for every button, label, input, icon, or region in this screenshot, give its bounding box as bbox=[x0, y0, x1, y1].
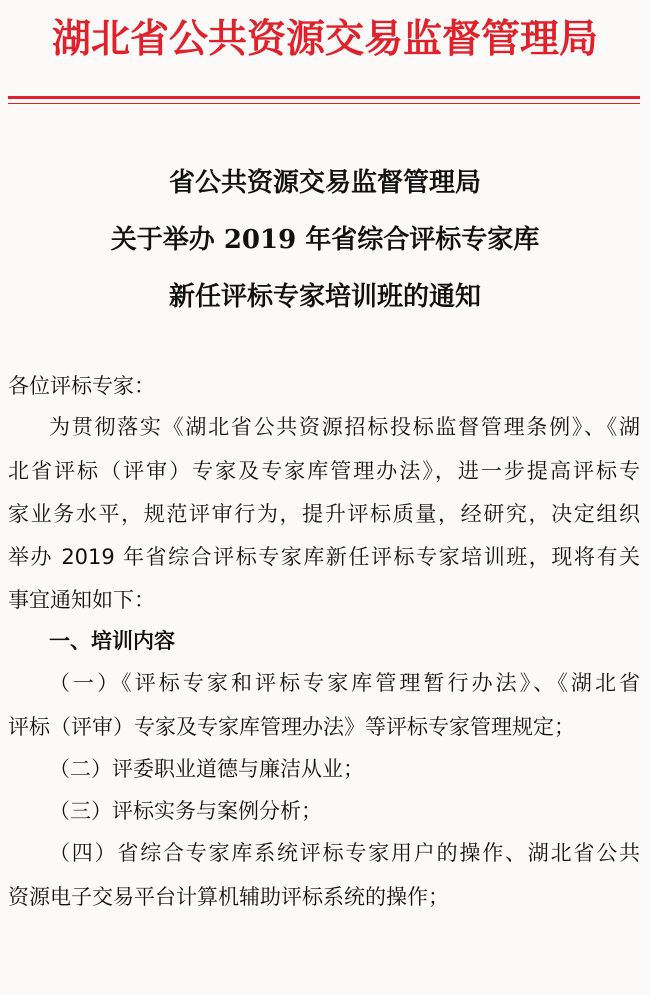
intro-line: 北省评标（评审）专家及专家库管理办法》，进一步提高评标专 bbox=[8, 459, 640, 483]
title-line-1: 省公共资源交易监督管理局 bbox=[168, 168, 481, 198]
list-item: （四）省综合专家库系统评标专家用户的操作、湖北省公共 bbox=[49, 841, 640, 865]
list-item: （二）评委职业道德与廉洁从业； bbox=[49, 757, 364, 781]
list-item: 资源电子交易平台计算机辅助评标系统的操作； bbox=[8, 885, 449, 909]
intro-line: 为贯彻落实《湖北省公共资源招标投标监督管理条例》、《湖 bbox=[49, 415, 640, 439]
letterhead-org-name: 湖北省公共资源交易监督管理局 bbox=[51, 17, 598, 62]
intro-line: 事宜通知如下： bbox=[8, 588, 155, 612]
letterhead-thick-rule bbox=[8, 96, 640, 99]
intro-line: 举办 2019 年省综合评标专家库新任评标专家培训班，现将有关 bbox=[8, 545, 640, 569]
list-item: 评标（评审）专家及专家库管理办法》等评标专家管理规定； bbox=[8, 715, 575, 739]
list-item: （一）《评标专家和评标专家库管理暂行办法》、《湖北省 bbox=[49, 671, 640, 695]
title-line-3: 新任评标专家培训班的通知 bbox=[168, 282, 481, 312]
section-heading: 一、培训内容 bbox=[49, 629, 175, 653]
intro-line: 家业务水平，规范评审行为，提升评标质量，经研究，决定组织 bbox=[8, 502, 640, 526]
salutation: 各位评标专家： bbox=[8, 374, 155, 398]
list-item: （三）评标实务与案例分析； bbox=[49, 799, 322, 823]
title-line-2: 关于举办 2019 年省综合评标专家库 bbox=[110, 225, 540, 255]
letterhead-thin-rule bbox=[8, 103, 640, 104]
